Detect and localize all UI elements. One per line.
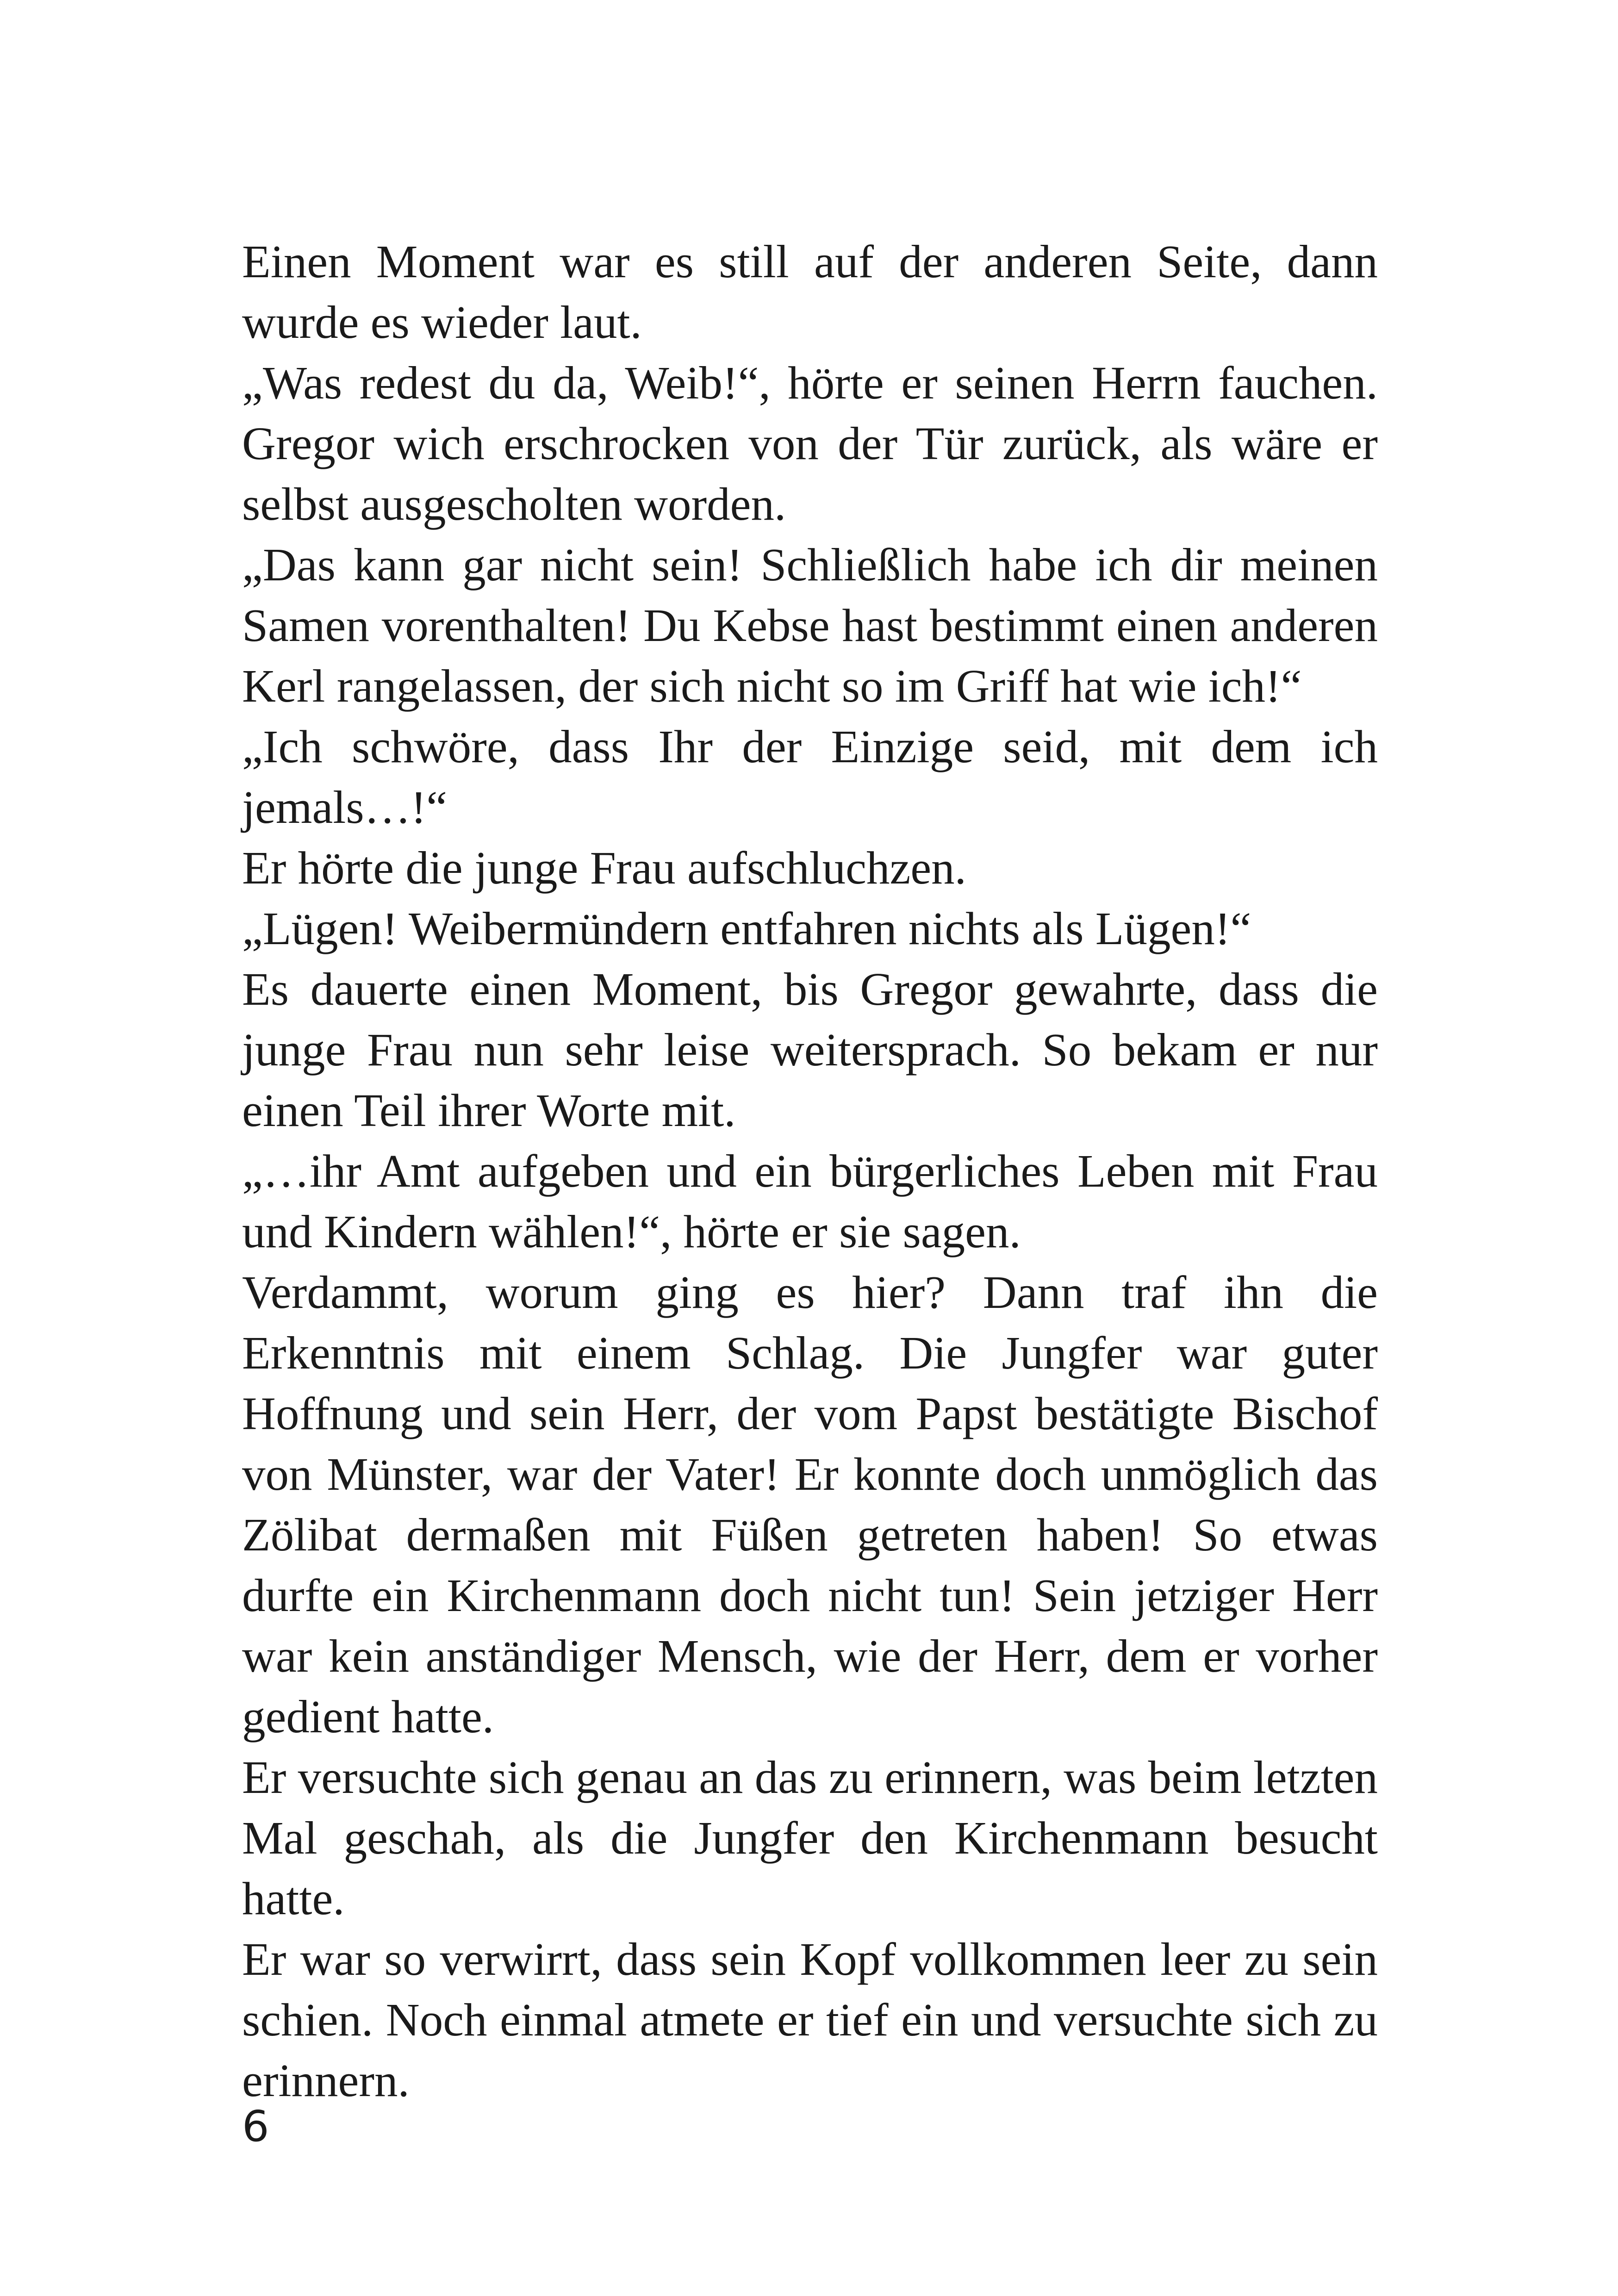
paragraph: Verdammt, worum ging es hier? Dann traf ihn die Erkenntnis mit einem Schlag. Die Jungfer war guter Hoffnung und sein Herr, der vom Papst bestätigte Bischof von Münster, war der Vater! Er konnte doch unmöglich das Zölibat dermaßen mit Füßen getreten haben! So etwas durfte ein Kirchenmann doch nicht tun! Sein jetziger Herr war kein anständiger Mensch, wie der Herr, dem er vorher gedient hatte.: [242, 1266, 1378, 1742]
paragraph: „Lügen! Weibermündern entfahren nichts als Lügen!“: [242, 902, 1251, 954]
paragraph: Er hörte die junge Frau aufschluchzen.: [242, 842, 966, 894]
paragraph: „…ihr Amt aufgeben und ein bürgerliches Leben mit Frau und Kindern wählen!“, hörte er sie sagen.: [242, 1145, 1378, 1257]
paragraph: Es dauerte einen Moment, bis Gregor gewahrte, dass die junge Frau nun sehr leise weitersprach. So bekam er nur einen Teil ihrer Worte mit.: [242, 963, 1378, 1136]
paragraph: Er war so verwirrt, dass sein Kopf vollkommen leer zu sein schien. Noch einmal atmete er tief ein und versuchte sich zu erinnern.: [242, 1933, 1378, 2106]
paragraph: Einen Moment war es still auf der anderen Seite, dann wurde es wieder laut.: [242, 236, 1378, 348]
body-text: [242, 231, 1378, 2111]
paragraph: „Ich schwöre, dass Ihr der Einzige seid, mit dem ich jemals…!“: [242, 721, 1378, 833]
paragraph: „Das kann gar nicht sein! Schließlich habe ich dir meinen Samen vorenthalten! Du Kebse hast bestimmt einen anderen Kerl rangelassen, der sich nicht so im Griff hat wie ich!“: [242, 539, 1378, 712]
paragraph: Er versuchte sich genau an das zu erinnern, was beim letzten Mal geschah, als die Jungfer den Kirchenmann besucht hatte.: [242, 1751, 1378, 1924]
paragraph: „Was redest du da, Weib!“, hörte er seinen Herrn fauchen. Gregor wich erschrocken von der Tür zurück, als wäre er selbst ausgescholten worden.: [242, 357, 1378, 530]
page-number: 6: [242, 2102, 269, 2151]
